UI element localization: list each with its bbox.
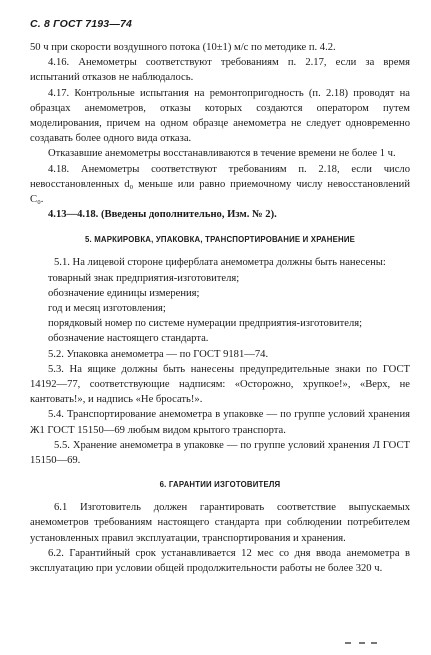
paragraph-4-16: 4.16. Анемометры соответствуют требованиям п. 2.17, если за время испытаний отказов не наблюдалось. (30, 57, 410, 84)
scan-marks (345, 640, 415, 646)
paragraph-5-5: 5.5. Хранение анемометра в упаковке — по группе условий хранения Л ГОСТ 15150—69. (30, 439, 410, 467)
paragraph-6-2: 6.2. Гарантийный срок устанавливается 12 мес со дня ввода анемометра в эксплуатацию при условии общей продолжительности работы не более 320 ч. (30, 547, 410, 575)
list-item: товарный знак предприятия-изготовителя; (48, 272, 240, 284)
paragraph-4-17: 4.17. Контрольные испытания на ремонтопригодность (п. 2.18) проводят на образцах анемометров, отказы которых создаются оператором путем моделирования, причем на одном образце анемометра не следует одновременно создавать более одного вида отказа. (30, 87, 410, 145)
document-page (30, 18, 410, 576)
paragraph-4-18: 4.18. Анемометры соответствуют требованиям п. 2.18, если число невосстановленных d₀ меньше или равно приемочному числу невосстановлений C₀. (30, 163, 410, 206)
page-header: С. 8 ГОСТ 7193—74 (30, 18, 133, 30)
paragraph-5-1: 5.1. На лицевой стороне циферблата анемометра должны быть нанесены: (54, 257, 386, 269)
section-5-title: 5. МАРКИРОВКА, УПАКОВКА, ТРАНСПОРТИРОВАНИЕ И ХРАНЕНИЕ (84, 235, 356, 245)
amendment-note: 4.13—4.18. (Введены дополнительно, Изм. № 2). (48, 209, 277, 221)
list-item: обозначение настоящего стандарта. (48, 333, 209, 345)
section-6-title: 6. ГАРАНТИИ ИЗГОТОВИТЕЛЯ (159, 480, 281, 490)
paragraph-4-15-cont: 50 ч при скорости воздушного потока (10±1) м/с по методике п. 4.2. (30, 42, 336, 53)
list-item: обозначение единицы измерения; (48, 287, 200, 299)
paragraph-6-1: 6.1 Изготовитель должен гарантировать соответствие выпускаемых анемометров требованиям настоящего стандарта при соблюдении потребителем установленных правил эксплуатации, транспортирования и хранения. (30, 502, 410, 544)
paragraph-failed-restore: Отказавшие анемометры восстанавливаются в течение времени не более 1 ч. (48, 148, 396, 160)
paragraph-5-4: 5.4. Транспортирование анемометра в упаковке — по группе условий хранения Ж1 ГОСТ 15150—69 любым видом крытого транспорта. (30, 409, 410, 436)
list-item: год и месяц изготовления; (48, 303, 166, 315)
list-item: порядковый номер по системе нумерации предприятия-изготовителя; (48, 318, 363, 330)
paragraph-5-2: 5.2. Упаковка анемометра — по ГОСТ 9181—74. (48, 348, 269, 360)
paragraph-5-3: 5.3. На ящике должны быть нанесены предупредительные знаки по ГОСТ 14192—77, соответствующие надписям: «Осторожно, хрупкое!», «Верх, не кантовать!», и надпись «Не бросать!». (30, 363, 410, 406)
